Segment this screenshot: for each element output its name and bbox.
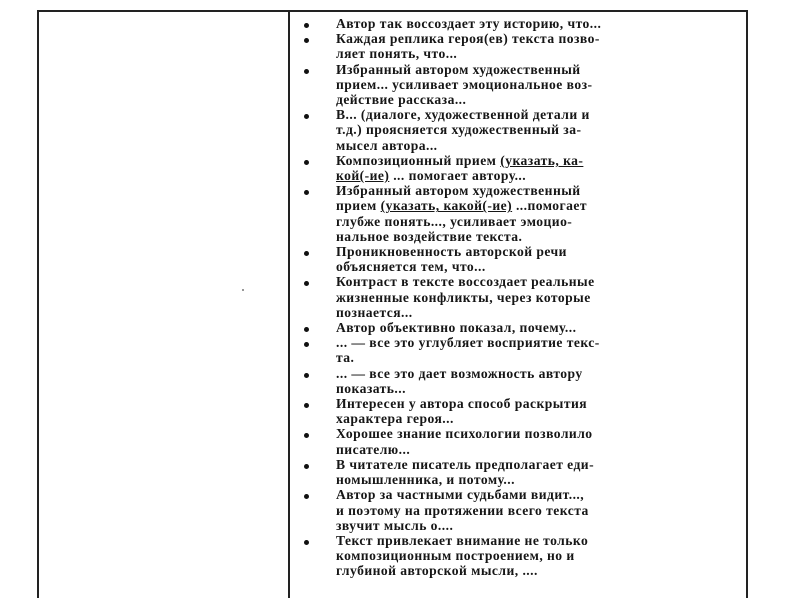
bullet-item bbox=[298, 426, 742, 456]
bullet-line bbox=[336, 472, 742, 487]
bullet-item bbox=[298, 335, 742, 365]
bullet-text: ... — все это дает возможность автору bbox=[336, 365, 583, 381]
bullet-line bbox=[336, 533, 742, 548]
bullet-text: та. bbox=[336, 350, 355, 366]
bullet-line bbox=[336, 503, 742, 518]
bullet-item bbox=[298, 244, 742, 274]
bullet-line bbox=[336, 396, 742, 411]
bullet-list bbox=[298, 16, 742, 579]
bullet-dot-icon bbox=[304, 38, 309, 43]
bullet-line bbox=[336, 320, 742, 335]
bullet-item bbox=[298, 31, 742, 61]
bullet-text: композиционным построением, но и bbox=[336, 548, 575, 564]
bullet-text: В... (диалоге, художественной детали и bbox=[336, 107, 590, 123]
bullet-line bbox=[336, 16, 742, 31]
bullet-line bbox=[336, 548, 742, 563]
bullet-item bbox=[298, 274, 742, 320]
bullet-dot-icon bbox=[304, 540, 309, 545]
bullet-item bbox=[298, 366, 742, 396]
bullet-line bbox=[336, 198, 742, 213]
bullet-text: нальное воздействие текста. bbox=[336, 228, 523, 244]
bullet-line bbox=[336, 426, 742, 441]
bullet-line bbox=[336, 442, 742, 457]
bullet-text: глубже понять..., усиливает эмоцио- bbox=[336, 213, 573, 229]
bullet-dot-icon bbox=[304, 251, 309, 256]
bullet-dot-icon bbox=[304, 403, 309, 408]
underlined-text: (указать, какой(-ие) bbox=[380, 198, 513, 214]
bullet-text: прием bbox=[336, 198, 381, 214]
bullet-item bbox=[298, 533, 742, 579]
bullet-item bbox=[298, 16, 742, 31]
scan-speck bbox=[242, 289, 244, 291]
bullet-text: показать... bbox=[336, 380, 406, 396]
bullet-line bbox=[336, 214, 742, 229]
underlined-text: (указать, ка- bbox=[500, 152, 584, 168]
bullet-text: ... — все это углубляет восприятие текс- bbox=[336, 335, 600, 351]
bullet-text: Композиционный прием bbox=[336, 152, 501, 168]
bullet-text: ляет понять, что... bbox=[336, 46, 458, 62]
bullet-text: Контраст в тексте воссоздает реальные bbox=[336, 274, 595, 290]
bullet-text: звучит мысль о.... bbox=[336, 517, 454, 533]
bullet-text: номышленника, и потому... bbox=[336, 472, 515, 488]
bullet-line bbox=[336, 290, 742, 305]
bullet-item bbox=[298, 487, 742, 533]
bullet-dot-icon bbox=[304, 464, 309, 469]
bullet-line bbox=[336, 92, 742, 107]
bullet-text: Каждая реплика героя(ев) текста позво- bbox=[336, 31, 600, 47]
bullet-dot-icon bbox=[304, 69, 309, 74]
phrase-list-cell bbox=[298, 16, 742, 596]
bullet-line bbox=[336, 366, 742, 381]
bullet-dot-icon bbox=[304, 114, 309, 119]
bullet-item bbox=[298, 457, 742, 487]
bullet-text: писателю... bbox=[336, 441, 411, 457]
bullet-line bbox=[336, 305, 742, 320]
bullet-text: ... помогает автору... bbox=[389, 168, 527, 184]
bullet-line bbox=[336, 46, 742, 61]
bullet-text: ...помогает bbox=[512, 198, 588, 214]
bullet-text: мысел автора... bbox=[336, 137, 438, 153]
bullet-dot-icon bbox=[304, 342, 309, 347]
bullet-text: прием... усиливает эмоциональное воз- bbox=[336, 76, 593, 92]
bullet-line bbox=[336, 274, 742, 289]
bullet-text: В читателе писатель предполагает еди- bbox=[336, 456, 595, 472]
bullet-text: Избранный автором художественный bbox=[336, 183, 581, 199]
bullet-line bbox=[336, 168, 742, 183]
bullet-line bbox=[336, 138, 742, 153]
bullet-line bbox=[336, 31, 742, 46]
bullet-dot-icon bbox=[304, 160, 309, 165]
bullet-text: действие рассказа... bbox=[336, 92, 467, 108]
bullet-line bbox=[336, 153, 742, 168]
bullet-line bbox=[336, 229, 742, 244]
bullet-dot-icon bbox=[304, 23, 309, 28]
column-divider bbox=[288, 10, 290, 598]
bullet-line bbox=[336, 335, 742, 350]
bullet-text: Избранный автором художественный bbox=[336, 61, 581, 77]
bullet-text: Хорошее знание психологии позволило bbox=[336, 426, 593, 442]
bullet-text: Текст привлекает внимание не только bbox=[336, 532, 589, 548]
bullet-text: Автор за частными судьбами видит..., bbox=[336, 487, 585, 503]
empty-left-cell bbox=[39, 12, 288, 598]
bullet-text: Автор так воссоздает эту историю, что... bbox=[336, 16, 602, 31]
bullet-line bbox=[336, 244, 742, 259]
bullet-line bbox=[336, 183, 742, 198]
bullet-dot-icon bbox=[304, 190, 309, 195]
bullet-dot-icon bbox=[304, 433, 309, 438]
bullet-text: характера героя... bbox=[336, 411, 454, 427]
bullet-text: Интересен у автора способ раскрытия bbox=[336, 396, 588, 412]
bullet-dot-icon bbox=[304, 373, 309, 378]
bullet-line bbox=[336, 518, 742, 533]
bullet-line bbox=[336, 62, 742, 77]
bullet-text: объясняется тем, что... bbox=[336, 259, 486, 275]
bullet-dot-icon bbox=[304, 494, 309, 499]
bullet-line bbox=[336, 411, 742, 426]
bullet-text: т.д.) проясняется художественный за- bbox=[336, 122, 582, 138]
bullet-item bbox=[298, 396, 742, 426]
bullet-item bbox=[298, 153, 742, 183]
bullet-line bbox=[336, 563, 742, 578]
bullet-line bbox=[336, 122, 742, 137]
underlined-text: кой(-ие) bbox=[336, 168, 390, 184]
bullet-dot-icon bbox=[304, 281, 309, 286]
bullet-text: и поэтому на протяжении всего текста bbox=[336, 502, 589, 518]
bullet-line bbox=[336, 487, 742, 502]
bullet-text: познается... bbox=[336, 304, 413, 320]
bullet-line bbox=[336, 457, 742, 472]
bullet-line bbox=[336, 381, 742, 396]
bullet-item bbox=[298, 107, 742, 153]
bullet-item bbox=[298, 62, 742, 108]
bullet-item bbox=[298, 320, 742, 335]
bullet-text: Проникновенность авторской речи bbox=[336, 244, 567, 260]
bullet-line bbox=[336, 77, 742, 92]
bullet-text: Автор объективно показал, почему... bbox=[336, 320, 577, 336]
bullet-text: жизненные конфликты, через которые bbox=[336, 289, 591, 305]
bullet-line bbox=[336, 350, 742, 365]
bullet-text: глубиной авторской мысли, .... bbox=[336, 563, 538, 579]
bullet-line bbox=[336, 107, 742, 122]
bullet-item bbox=[298, 183, 742, 244]
bullet-dot-icon bbox=[304, 327, 309, 332]
bullet-line bbox=[336, 259, 742, 274]
